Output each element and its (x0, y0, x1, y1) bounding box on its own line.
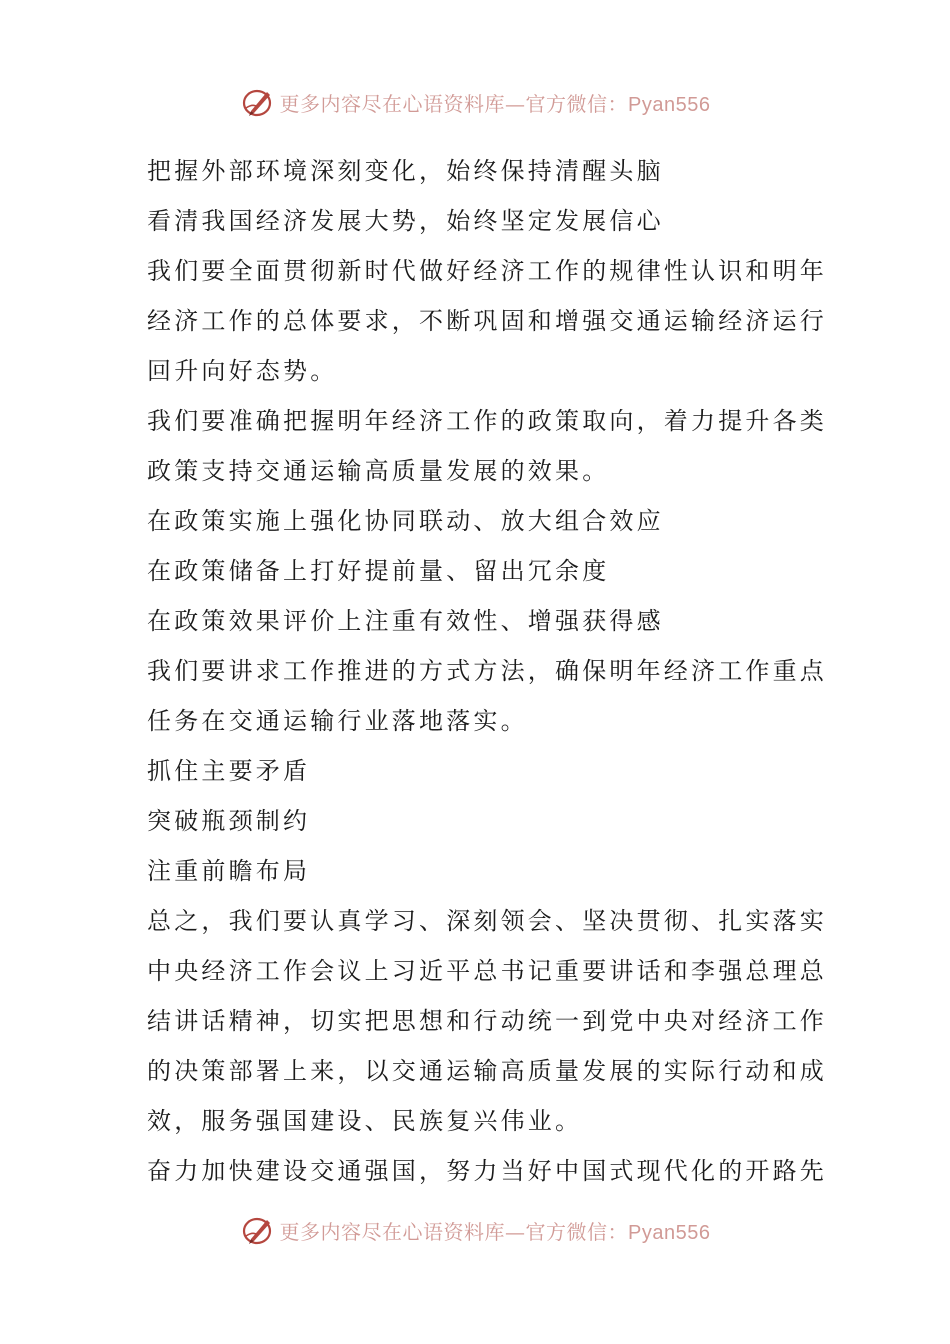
text-line: 奋力加快建设交通强国，努力当好中国式现代化的开路先 (147, 1157, 827, 1185)
header-banner-text: 更多内容尽在心语资料库—官方微信： (279, 91, 629, 116)
footer-wechat-id: Pyan556 (628, 1221, 711, 1244)
text-line: 任务在交通运输行业落地落实。 (147, 707, 528, 735)
text-line: 抓住主要矛盾 (147, 757, 311, 785)
text-line: 我们要全面贯彻新时代做好经济工作的规律性认识和明年 (147, 257, 827, 285)
text-line: 回升向好态势。 (147, 357, 338, 385)
text-line: 中央经济工作会议上习近平总书记重要讲话和李强总理总 (147, 957, 827, 985)
text-line: 经济工作的总体要求，不断巩固和增强交通运输经济运行 (147, 307, 827, 335)
pen-logo-icon (240, 1212, 276, 1248)
text-line: 总之，我们要认真学习、深刻领会、坚决贯彻、扎实落实 (147, 907, 827, 935)
text-line: 在政策储备上打好提前量、留出冗余度 (147, 557, 610, 585)
text-line: 我们要讲求工作推进的方式方法，确保明年经济工作重点 (147, 657, 827, 685)
text-line: 在政策实施上强化协同联动、放大组合效应 (147, 507, 664, 535)
text-line: 结讲话精神，切实把思想和行动统一到党中央对经济工作 (147, 1007, 827, 1035)
footer-watermark-banner (0, 1210, 950, 1250)
text-line: 突破瓶颈制约 (147, 807, 311, 835)
text-line: 注重前瞻布局 (147, 857, 311, 885)
text-line: 我们要准确把握明年经济工作的政策取向，着力提升各类 (147, 407, 827, 435)
footer-banner-text: 更多内容尽在心语资料库—官方微信： (279, 1219, 629, 1244)
text-line: 在政策效果评价上注重有效性、增强获得感 (147, 607, 664, 635)
header-watermark-banner (0, 82, 950, 122)
text-line: 看清我国经济发展大势，始终坚定发展信心 (147, 207, 664, 235)
header-wechat-id: Pyan556 (628, 93, 711, 116)
text-line: 的决策部署上来，以交通运输高质量发展的实际行动和成 (147, 1057, 827, 1085)
text-line: 政策支持交通运输高质量发展的效果。 (147, 457, 610, 485)
pen-logo-icon (240, 84, 276, 120)
text-line: 把握外部环境深刻变化，始终保持清醒头脑 (147, 157, 664, 185)
document-body (147, 146, 827, 1196)
text-line: 效，服务强国建设、民族复兴伟业。 (147, 1107, 583, 1135)
